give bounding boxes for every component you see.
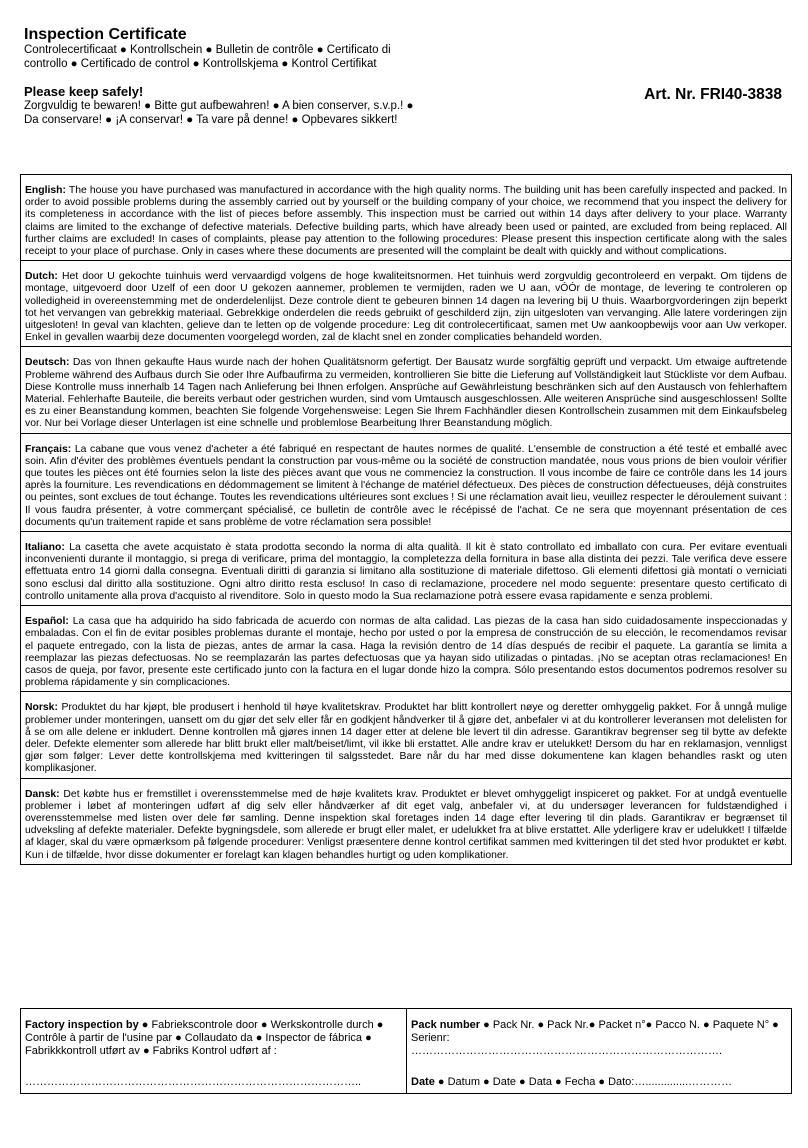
section-text: Det købte hus er fremstillet i overensstemmelse med de høje kvalitets krav. Produktet er blevet omhyggeligt inspiceret og pakket. For at undgå eventuelle problemer i løbet af monteringen udført af dig selv eller håndværker af dit eget valg, anbefaler vi, at du undersøger leverancen for fuldstændighed i overensstemmelse med listen over dele før samling. Denne inspektion skal foretages inden 14 dage efter levering til din plads. Garantikrav er begrænset til udveksling af defekte materialer. Defekte bygningsdele, som allerede er brugt eller malet, er udelukket fra at blive erstattet. Alle yderligere krav er udelukket! I tilfælde af klager, skal du være opmærksom på følgende procedurer: Venligst præsentere denne kontrol certifikat sammen med kvitteringen til det sted hvor produktet er købt. Kun i de tilfælde, hvor disse dokumenter er forelagt kan klagen behandles hurtigt og uden komplikationer. (25, 788, 787, 861)
pack-number-label: Pack number (411, 1019, 481, 1031)
section-text: La casa que ha adquirido ha sido fabricada de acuerdo con normas de alta calidad. Las piezas de la casa han sido cuidadosamente inspeccionadas y embaladas. Con el fin de evitar posibles problemas durante el montaje, hecho por usted o por la empresa de construcción de su elección, le recomendamos revisar el paquete entregado, con la lista de piezas, antes de armar la casa. Haga la revisión dentro de 14 días después de recibir el paquete. La garantía se limita a reemplazar las piezas defectuosas. No se reemplazarán las partes defectuosas que ya hayan sido utilizadas o pintadas. ¡No se aceptan otras reclamaciones! En casos de queja, por favor, presente este certificado junto con la factura en el lugar donde hizo la compra. Sólo presentando estos documentos podremos resolver su problema rápidamente y sin complicaciones. (25, 616, 787, 689)
article-number: Art. Nr. FRI40-3838 (644, 86, 782, 103)
section-lang-label: English: (25, 185, 66, 196)
document-title: Inspection Certificate (24, 26, 187, 43)
section-francais (21, 434, 791, 532)
section-text: Das von Ihnen gekaufte Haus wurde nach der hohen Qualitätsnorm gefertigt. Der Bausatz wurde sorgfältig geprüft und verpackt. Um etwaige auftretende Probleme während des Aufbaus durch Sie oder Ihre Aufbaufirma zu vermeiden, kontrollieren Sie bitte die Lieferung auf Vollständigkeit laut Stückliste vor dem Aufbau. Diese Kontrolle muss innerhalb 14 Tagen nach Anlieferung bei Ihnen erfolgen. Ansprüche auf Gewährleistung beschränken sich auf den Austausch von fehlerhaftem Material. Fehlerhafte Bauteile, die bereits verbaut oder gestrichen wurden, sind vom Umtausch ausgeschlossen. Alle weiteren Ansprüche sind ausgeschlossen! Sollte es zu einer Beanstandung kommen, beachten Sie folgende Vorgehensweise: Legen Sie Ihrem Fachhändler diesen Kontrollschein zusammen mit dem Einkaufsbeleg vor. Nur bei Vorlage dieser Unterlagen ist eine schnelle und problemlose Bearbeitung Ihrer Beanstandung möglich. (25, 357, 787, 430)
section-text: Het door U gekochte tuinhuis werd vervaardigd volgens de hoge kwaliteitsnormen. Het tuinhuis werd zorgvuldig gecontroleerd en verpakt. Om tijdens de montage, uitgevoerd door Uzelf of een door U gekozen aannemer, problemen te vermijden, raden we U aan, vÓÓr de montage, de levering te controleren op volledigheid in overeenstemming met de onderdelenlijst. Deze controle dient te gebeuren binnen 14 dagen na levering bij U thuis. Waarborgvorderingen zijn beperkt tot het vervangen van gebrekkig materiaal. Gebrekkige onderdelen die reeds gebruikt of geschilderd zijn, zijn uitgesloten van vervanging. Alle latere vorderingen zijn uitgesloten! In geval van klachten, gelieve dan te letten op de volgende procedure: Leg dit controlecertificaat, samen met Uw aankoopbewijs voor aan Uw verkoper. Enkel in gevallen waarbij deze documenten voorgelegd worden, zal de klacht snel en zonder complicaties behandeld worden. (25, 271, 787, 344)
keep-safely-title: Please keep safely! (24, 84, 144, 99)
keep-safely-translations: Zorgvuldig te bewaren! ● Bitte gut aufbewahren! ● A bien conserver, s.v.p.! ● Da conservare! ● ¡A conservar! ● Ta vare på denne! ● Opbevares sikkert! (24, 100, 414, 126)
date-line (411, 1076, 732, 1089)
section-english (21, 175, 791, 261)
section-lang-label: Dansk: (25, 788, 60, 800)
section-deutsch (21, 347, 791, 433)
section-italiano (21, 532, 791, 606)
section-lang-label: Français: (25, 443, 72, 455)
section-lang-label: Deutsch: (25, 357, 70, 369)
pack-number-translations: ● Pack Nr. ● Pack Nr.● Packet n°● Pacco N. ● Paquete N° ● Serienr: (411, 1019, 779, 1045)
date-translations: ● Datum ● Date ● Data ● Fecha ● Dato:…..............………… (434, 1075, 733, 1088)
pack-number-blank: …………………………………………………………………………. (411, 1045, 723, 1058)
section-espanol (21, 606, 791, 692)
factory-inspection-translations: ● Fabriekscontrole door ● Werkskontrolle durch ● Contrôle à partir de l'usine par ● Collaudato da ● Inspector de fábrica ● Fabrikkkontroll utført av ● Fabriks Kontrol udført af : (25, 1019, 384, 1058)
pack-date-field[interactable] (407, 1009, 791, 1093)
factory-inspection-field[interactable] (21, 1009, 407, 1093)
section-lang-label: Italiano: (25, 542, 65, 554)
section-text: La cabane que vous venez d'acheter a été fabriqué en respectant de hautes normes de qualité. L'ensemble de construction a été testé et emballé avec soin. Afin d'éviter des problèmes éventuels pendant la construction par vous-même ou la société de construction mandatée, nous vous prions de bien vouloir vérifier que toutes les pièces ont été fournies selon la liste des pièces avant que vous ne commenciez la construction. Il vous incombe de faire ce contrôle dans les 14 jours après la fourniture. Les revendications en dédommagement se limitent à l'échange de matériel défectueux. Des pièces de construction défectueuses, déjà construites ou peintes, sont exclues de tout échange. Toutes les revendications ultérieures sont exclues ! Si une réclamation avait lieu, veuillez respecter le déroulement suivant : Il vous faudra présenter, à votre commerçant spécialisé, ce bulletin de contrôle avec le récépissé de l'achat. Ce ne sera que moyennant présentation de ces documents qu'un traitement rapide et sans problème de votre réclamation sera possible! (25, 443, 788, 528)
section-dansk (21, 779, 791, 865)
language-sections (20, 174, 792, 865)
section-text: La casetta che avete acquistato è stata prodotta secondo la norma di alta qualità. Il kit è stato controllato ed imballato con cura. Per evitare eventuali inconvenienti durante il montaggio, si prega di verificare, prima del montaggio, la completezza della fornitura in base alla distinta dei pezzi. Tale verifica deve essere effettuata entro 14 giorni dalla consegna. Eventuali diritti di garanzia si limitano alla sostituzione di materiale difettoso. Gli elementi difettosi già montati o verniciati sono esclusi dal diritto alla sostituzione. Ogni altro diritto resta escluso! In caso di reclamazione, procedere nel modo seguente: presentare questo certificato di controllo unitamente alla prova d'acquisto al rivenditore. Solo in questo modo la Sua reclamazione potrà essere evasa rapidamente e senza problemi. (25, 542, 787, 602)
section-text: Produktet du har kjøpt, ble produsert i henhold til høye kvalitetskrav. Produktet har blitt kontrollert nøye og deretter omhyggelig pakket. For å unngå mulige problemer under monteringen, uansett om du gjør det selv eller får en godkjent håndverker til å gjøre det, anbefaler vi at du kontrollerer leveransen mot delelisten for å se om alle delene er inkludert. Denne kontrollen må gjøres innen 14 dager etter at delene ble levert til din adresse. Garantikrav begrenser seg til bytte av defekte deler. Defekte elementer som allerede har blitt brukt eller malt/beiset/limt, vil ikke bli erstattet. Alle andre krav er utelukket! Dersom du har en reklamasjon, vennligst gjør som følger: Lever dette kontrollskjema med kvitteringen til salgsstedet. Bare når du har med disse dokumentene kan klagen behandles raskt og uten komplikasjoner. (25, 702, 788, 775)
section-lang-label: Dutch: (25, 271, 58, 283)
section-norsk (21, 692, 791, 778)
section-lang-label: Español: (25, 616, 69, 628)
date-label: Date (411, 1075, 435, 1088)
section-lang-label: Norsk: (25, 702, 58, 714)
footer-form (20, 1008, 792, 1094)
header (24, 26, 424, 127)
section-dutch (21, 261, 791, 347)
factory-inspection-blank: ……………………………………………………………………………….. (25, 1075, 362, 1088)
factory-inspection-label: Factory inspection by (25, 1019, 139, 1031)
title-translations: Controlecertificaat ● Kontrollschein ● Bulletin de contrôle ● Certificato di controllo ● Certificado de control ● Kontrollskjema ● Kontrol Certifikat (24, 44, 391, 70)
section-text: The house you have purchased was manufactured in accordance with the high quality norms. The building unit has been carefully inspected and packed. In order to avoid possible problems during the assembly carried out by yourself or the building company of your choice, we recommend that you inspect the delivery for its completeness in accordance with the list of pieces before assembly. This inspection must be carried out within 14 days after delivery to your place. Warranty claims are limited to the exchange of defective materials. Defective building parts, which have already been used or painted, are excluded from being replaced. All further claims are excluded! In cases of complaints, please pay attention to the following procedures: Please present this inspection certificate along with the sales receipt to your place of purchase. Only in cases where these documents are presented will the complaint be dealt with quickly and without complications. (25, 185, 787, 258)
